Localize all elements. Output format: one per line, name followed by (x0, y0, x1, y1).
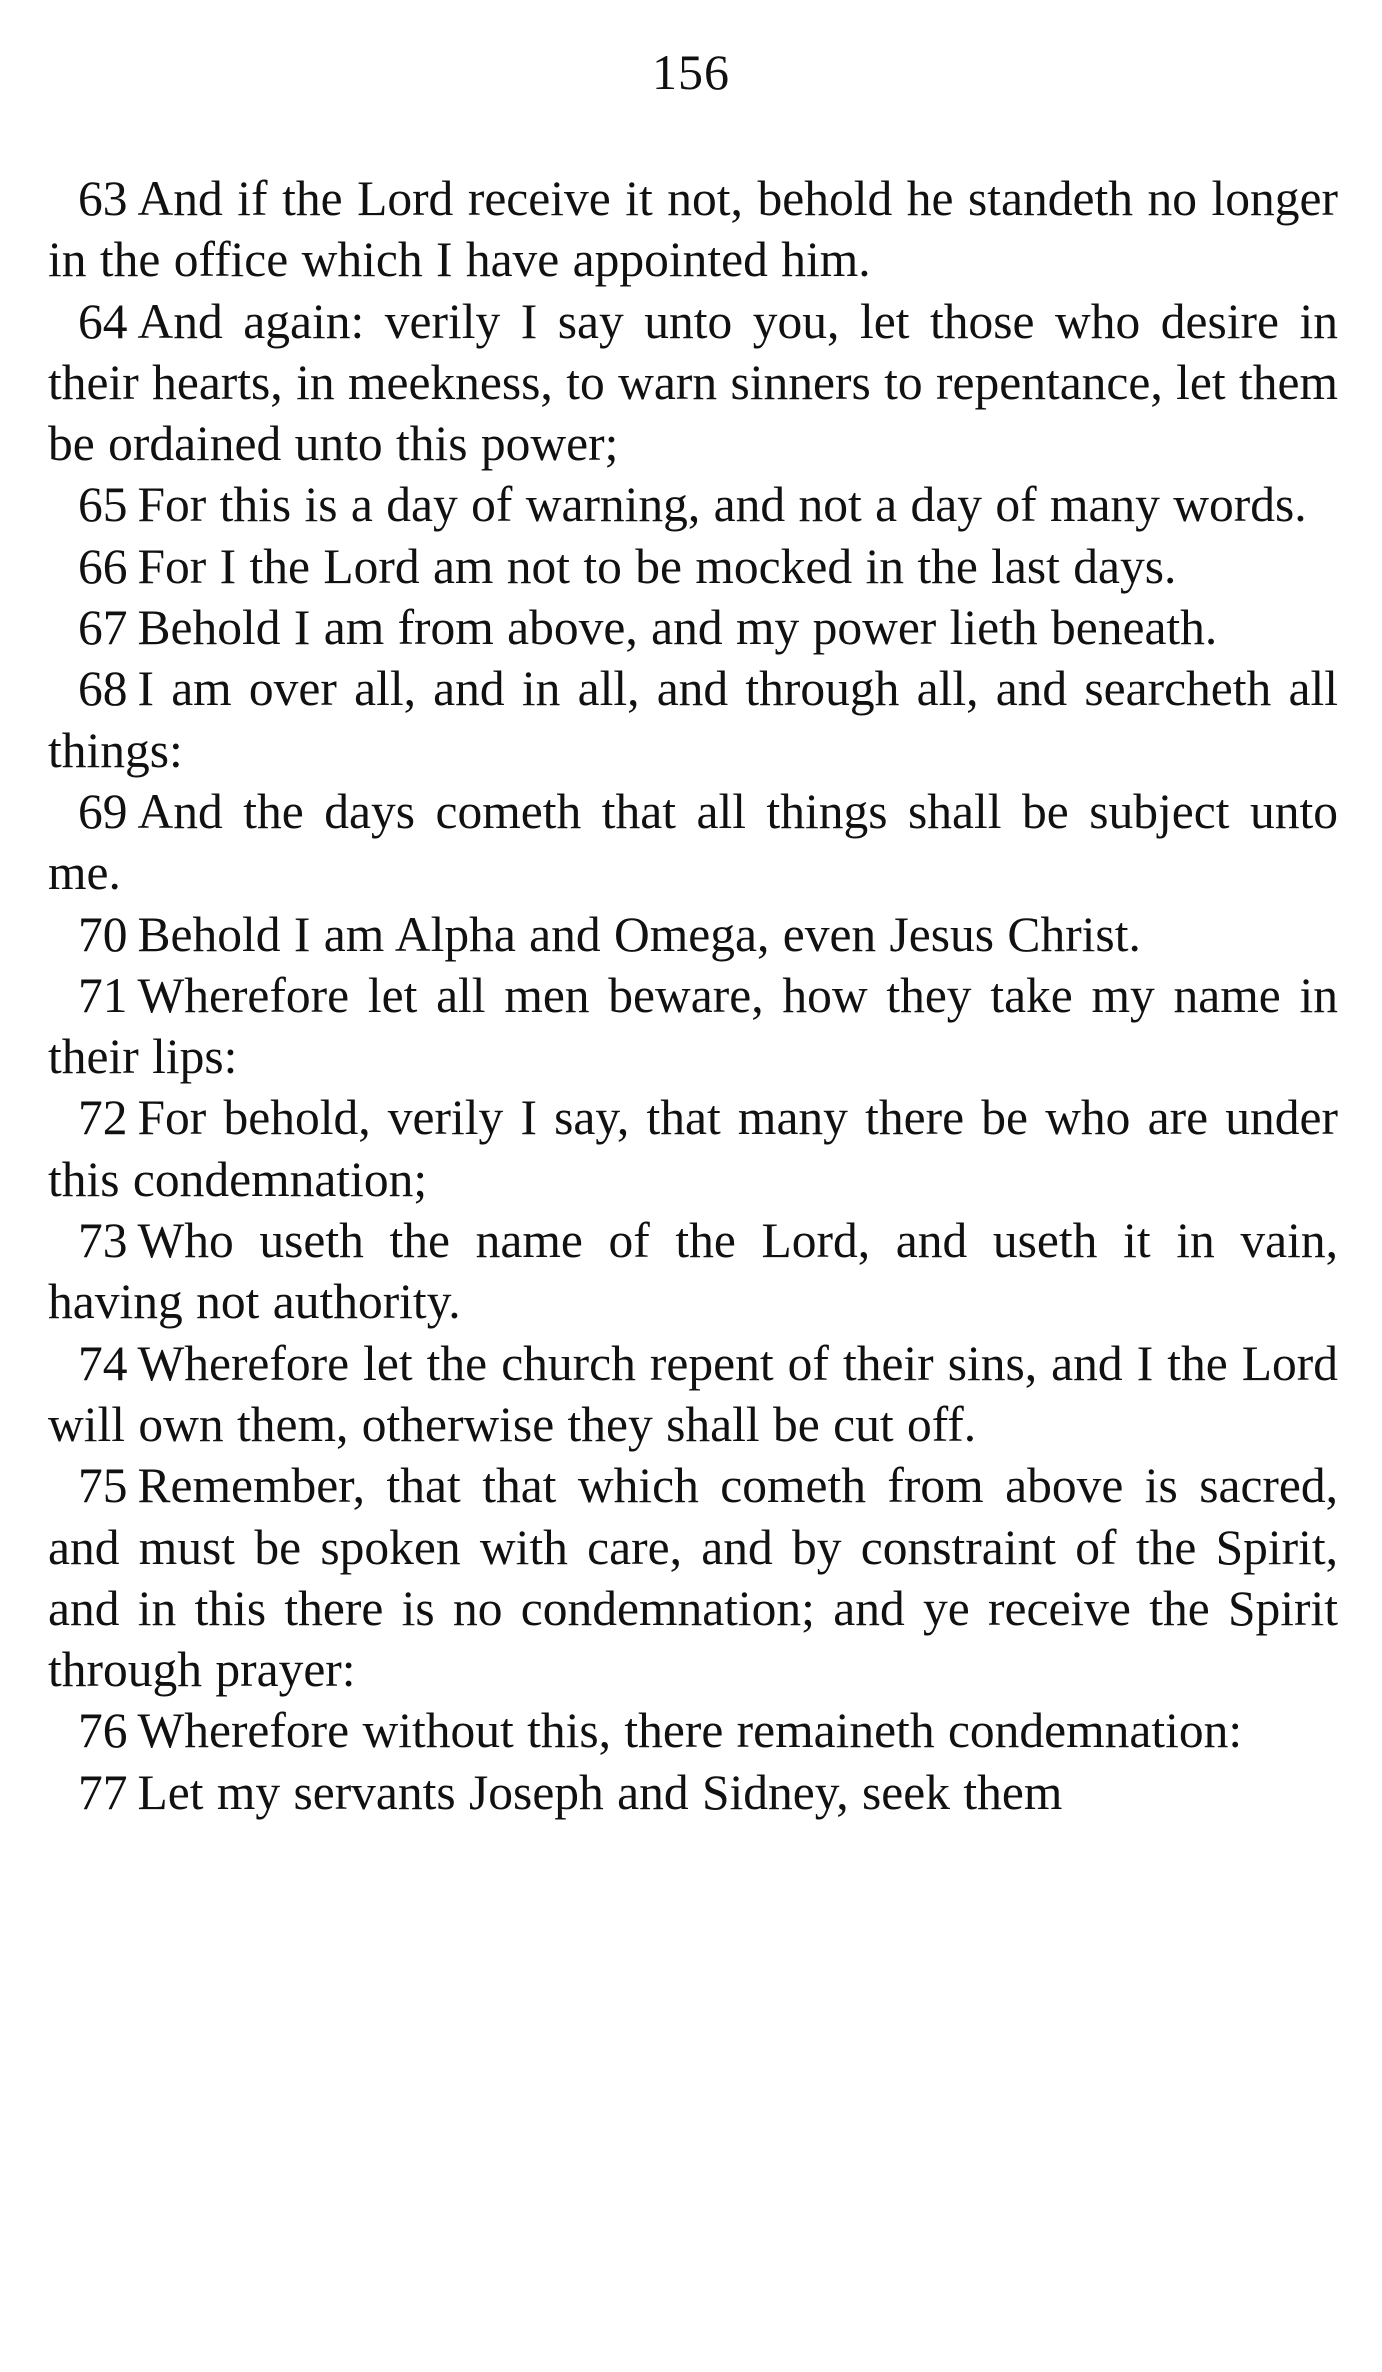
verse-number: 74 (78, 1335, 128, 1391)
verse-70 (48, 904, 1338, 965)
verse-number: 68 (78, 661, 128, 717)
verse-68 (48, 658, 1338, 781)
verse-text: Behold I am Alpha and Omega, even Jesus Christ. (137, 906, 1141, 962)
verse-text: And if the Lord receive it not, behold he standeth no longer in the office which I have appointed him. (48, 171, 1338, 288)
verse-number: 75 (78, 1458, 128, 1514)
verse-text: Who useth the name of the Lord, and useth it in vain, having not authority. (48, 1213, 1338, 1330)
verse-number: 77 (78, 1764, 128, 1820)
verse-number: 71 (78, 967, 128, 1023)
verse-63 (48, 168, 1338, 291)
verse-text: Let my servants Joseph and Sidney, seek them (137, 1764, 1063, 1820)
verse-74 (48, 1333, 1338, 1456)
verse-number: 72 (78, 1090, 128, 1146)
verse-64 (48, 291, 1338, 475)
verse-76 (48, 1700, 1338, 1761)
verse-text-block (48, 168, 1338, 1823)
verse-text: Wherefore without this, there remaineth condemnation: (137, 1703, 1243, 1759)
verse-number: 64 (78, 293, 128, 349)
verse-67 (48, 597, 1338, 658)
verse-text: And the days cometh that all things shall be subject unto me. (48, 783, 1338, 901)
verse-number: 70 (78, 906, 128, 962)
verse-77 (48, 1762, 1338, 1823)
verse-text: Wherefore let all men beware, how they take my name in their lips: (48, 967, 1338, 1085)
verse-text: I am over all, and in all, and through all, and searcheth all things: (48, 661, 1338, 778)
verse-73 (48, 1210, 1338, 1333)
verse-71 (48, 965, 1338, 1088)
verse-text: For I the Lord am not to be mocked in the last days. (137, 538, 1177, 594)
verse-text: And again: verily I say unto you, let those who desire in their hearts, in meekness, to warn sinners to repentance, let them be ordained unto this power; (48, 293, 1338, 472)
page-number: 156 (652, 44, 730, 100)
verse-69 (48, 781, 1338, 904)
verse-number: 67 (78, 600, 128, 656)
verse-number: 66 (78, 538, 128, 594)
verse-text: For behold, verily I say, that many there be who are under this condemnation; (48, 1090, 1338, 1207)
verse-text: Behold I am from above, and my power lieth beneath. (137, 600, 1218, 656)
verse-text: Wherefore let the church repent of their sins, and I the Lord will own them, otherwise they shall be cut off. (48, 1335, 1338, 1452)
verse-number: 76 (78, 1703, 128, 1759)
verse-72 (48, 1087, 1338, 1210)
verse-66 (48, 536, 1338, 597)
verse-text: Remember, that that which cometh from above is sacred, and must be spoken with care, and by constraint of the Spirit, and in this there is no condemnation; and ye receive the Spirit through prayer: (48, 1458, 1338, 1698)
verse-65 (48, 474, 1338, 535)
verse-number: 69 (78, 783, 128, 839)
verse-text: For this is a day of warning, and not a day of many words. (137, 477, 1307, 533)
verse-75 (48, 1455, 1338, 1700)
verse-number: 73 (78, 1213, 128, 1269)
verse-number: 63 (78, 171, 128, 226)
verse-number: 65 (78, 477, 128, 533)
